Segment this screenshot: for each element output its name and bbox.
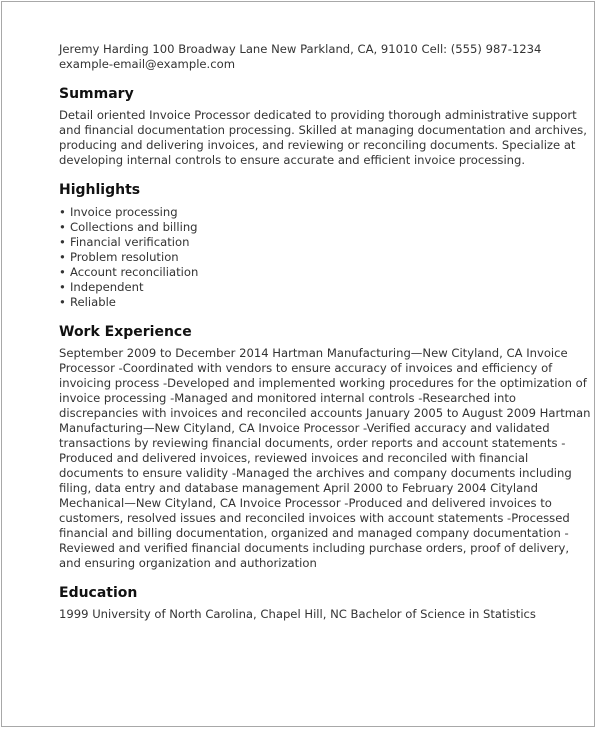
summary-text: Detail oriented Invoice Processor dedicated to providing thorough administrative support and financial documentation processing. Skilled at managing documentation and archives, producing and delivering invoices, and reviewing or reconciling documents. Specialize at developing internal controls to ensure accurate and efficient invoice processing. bbox=[59, 108, 587, 167]
education-text: 1999 University of North Carolina, Chapel Hill, NC Bachelor of Science in Statistics bbox=[59, 607, 536, 621]
highlights-list bbox=[59, 205, 591, 310]
contact-info: Jeremy Harding 100 Broadway Lane New Parkland, CA, 91010 Cell: (555) 987-1234 example-email@example.com bbox=[59, 42, 542, 71]
highlight-item: • Account reconciliation bbox=[70, 265, 591, 280]
education-heading: Education bbox=[59, 585, 138, 601]
highlights-heading: Highlights bbox=[59, 182, 141, 198]
highlight-item: • Invoice processing bbox=[70, 205, 591, 220]
experience-heading: Work Experience bbox=[59, 324, 192, 340]
highlights-section bbox=[59, 181, 591, 310]
highlight-item: • Reliable bbox=[70, 295, 591, 310]
summary-heading: Summary bbox=[59, 86, 134, 102]
highlight-item: • Problem resolution bbox=[70, 250, 591, 265]
resume-content bbox=[59, 42, 591, 622]
education-section bbox=[59, 584, 591, 622]
summary-section bbox=[59, 85, 591, 168]
highlight-item: • Independent bbox=[70, 280, 591, 295]
experience-text: September 2009 to December 2014 Hartman Manufacturing—New Cityland, CA Invoice Processor -Coordinated with vendors to ensure accuracy of invoices and efficiency of invoicing process -Developed and implemented working procedures for the optimization of invoice processing -Managed and monitored internal controls -Researched into discrepancies with invoices and reconciled accounts January 2005 to August 2009 Hartman Manufacturing—New Cityland, CA Invoice Processor -Verified accuracy and validated transactions by reviewing financial documents, order reports and account statements -Produced and delivered invoices, reviewed invoices and reconciled with financial documents to ensure validity -Managed the archives and company documents including filing, data entry and database management April 2000 to February 2004 Cityland Mechanical—New Cityland, CA Invoice Processor -Produced and delivered invoices to customers, resolved issues and reconciled invoices with account statements -Processed financial and billing documentation, organized and managed company documentation -Reviewed and verified financial documents including purchase orders, proof of delivery, and ensuring organization and authorization bbox=[59, 346, 591, 570]
experience-section bbox=[59, 323, 591, 571]
highlight-item: • Collections and billing bbox=[70, 220, 591, 235]
resume-page bbox=[1, 1, 595, 727]
highlight-item: • Financial verification bbox=[70, 235, 591, 250]
